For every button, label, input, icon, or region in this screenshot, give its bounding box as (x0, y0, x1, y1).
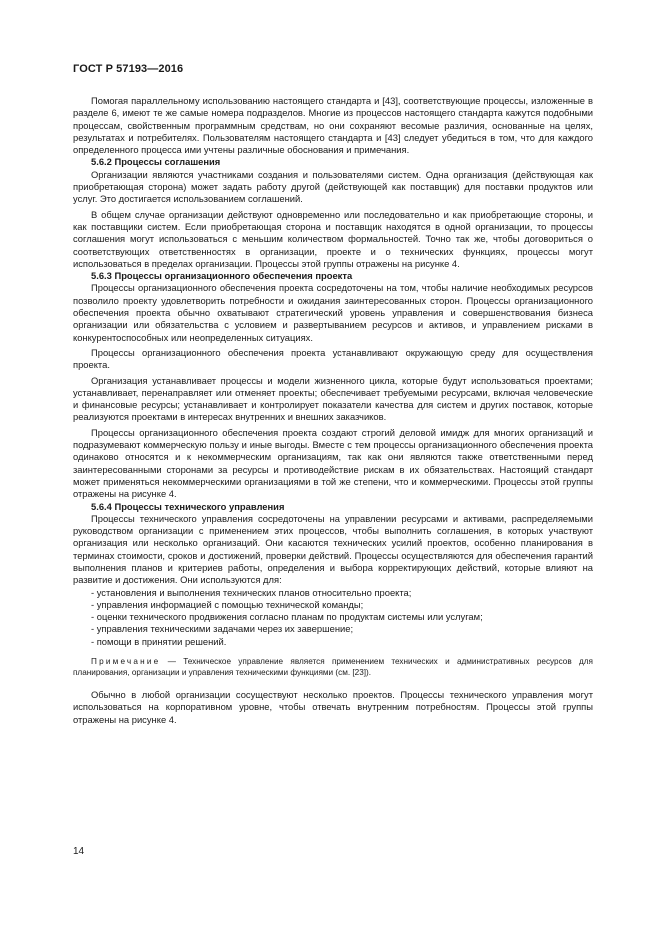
note-text: — Техническое управление является применением технических и административных ресурсов для планирования, организации и управления техническими функциями (см. [23]). (73, 657, 593, 678)
document-id-header: ГОСТ Р 57193—2016 (73, 63, 184, 75)
list-item: - оценки технического продвижения согласно планам по продуктам системы или услугам; (91, 611, 483, 623)
section-5-6-2-paragraph-1: Организации являются участниками создания и пользователями систем. Одна организация (действующая как приобретающая сторона) может задать работу другой (действующей как поставщик) для поставки продуктов или услуг. Это достигается использованием соглашений. (73, 168, 593, 205)
list-item: - помощи в принятии решений. (91, 635, 227, 647)
section-5-6-4-paragraph-2: Обычно в любой организации сосуществуют несколько проектов. Процессы технического управления могут использоваться на корпоративном уровне, чтобы отвечать внутренним потребностям. Процессы этой группы отражены на рисунке 4. (73, 689, 593, 725)
section-5-6-3-heading: 5.6.3 Процессы организационного обеспечения проекта (91, 270, 353, 282)
section-5-6-3-paragraph-2: Процессы организационного обеспечения проекта устанавливают окружающую среду для осуществления проекта. (73, 346, 593, 371)
section-5-6-2-paragraph-2: В общем случае организации действуют одновременно или последовательно и как приобретающие стороны, и как поставщики систем. Если приобретающая сторона и поставщик находятся в одной организации, то процессы соглашения могут использоваться с меньшим количеством формальностей. Точно так же, чтобы договориться о соответствующих ответственностях в организации, проекте и о технических функциях, процессы могут использоваться в пределах организации. Процессы этой группы отражены на рисунке 4. (73, 208, 593, 269)
intro-paragraph: Помогая параллельному использованию настоящего стандарта и [43], соответствующие процессы, изложенные в разделе 6, имеют те же самые номера подразделов. Многие из процессов настоящего стандарта кажутся подобными процессам, свойственным программным средствам, но они сохраняют весомые различия, основанные на целях, результатах и потребителях. Пользователям настоящего стандарта и [43] следует убедиться в том, что для каждого определенного процесса ими учтены различные обоснования и примечания. (73, 95, 593, 156)
note-label: Примечание (91, 657, 161, 667)
technical-management-list (73, 587, 593, 648)
note (73, 656, 593, 678)
list-item: - управления информацией с помощью технической команды; (91, 598, 364, 610)
section-5-6-3-paragraph-3: Организация устанавливает процессы и модели жизненного цикла, которые будут использоваться проектами; устанавливает, перенаправляет или отменяет проекты; обеспечивает требуемыми ресурсами, включая человеческие и финансовые ресурсы; устанавливает и контролирует показатели качества для систем и других поставок, которые реализуются проектами в интересах внутренних и внешних заказчиков. (73, 374, 593, 423)
section-5-6-3-paragraph-4: Процессы организационного обеспечения проекта создают строгий деловой имидж для многих организаций и подразумевают коммерческую пользу и иные выгоды. Вместе с тем процессы организационного обеспечения проекта одинаково относятся и к некоммерческим организациям, так как они являются также ответственными перед заинтересованными сторонами за ресурсы и противодействие рискам в их обязательствах. Настоящий стандарт может применяться некоммерческими организациями в той же степени, что и коммерческими. Процессы этой группы отражены на рисунке 4. (73, 426, 593, 500)
list-item: - управления техническими задачами через их завершение; (91, 623, 354, 635)
list-item: - установления и выполнения технических планов относительно проекта; (91, 586, 412, 598)
section-5-6-3-paragraph-1: Процессы организационного обеспечения проекта сосредоточены на том, чтобы наличие необходимых ресурсов позволило проекту удовлетворить потребности и ожидания заинтересованных сторон. Процессы организационного обеспечения проекта обычно охватывают стратегический уровень управления и совершенствования бизнеса организации или обязательства с условием и развертыванием ресурсов и активов, и управлением рисками в конкурентоспособных или неопределенных ситуациях. (73, 282, 593, 343)
section-5-6-4-heading: 5.6.4 Процессы технического управления (91, 500, 285, 512)
section-5-6-4-paragraph-1: Процессы технического управления сосредоточены на управлении ресурсами и активами, распределяемыми руководством организации с применением этих процессов, чтобы выполнить соглашения, в которых участвуют организация или несколько организаций. Они касаются технических усилий проектов, особенно планирования в терминах стоимости, сроков и достижений, проверки действий. Процессы осуществляются для обеспечения гарантий выполнения планов и критериев работы, определения и выбора корректирующих действий, которые влияют на развитие и достижения. Они используются для: (73, 512, 593, 586)
section-5-6-2-heading: 5.6.2 Процессы соглашения (91, 156, 221, 168)
page-number: 14 (73, 846, 85, 857)
document-body (73, 95, 593, 726)
